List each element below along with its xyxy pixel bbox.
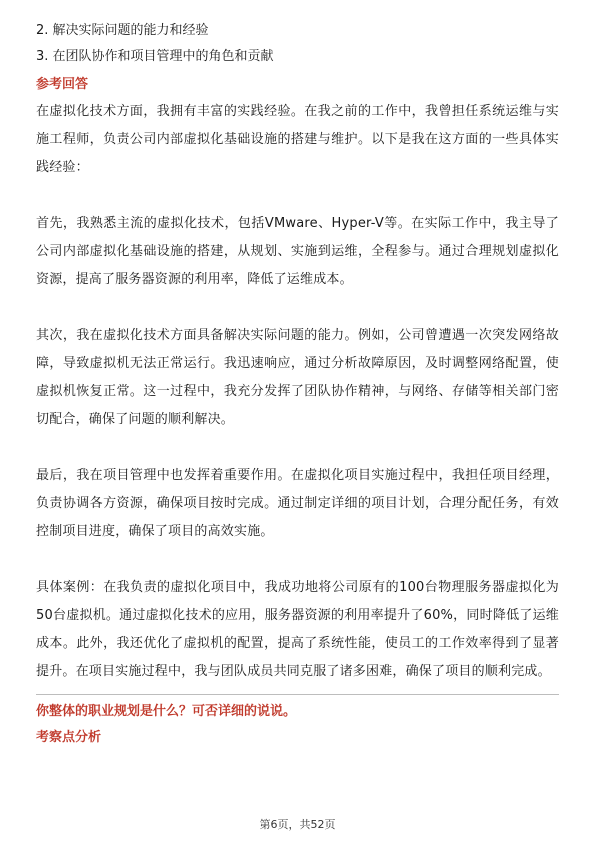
analysis-heading: 考察点分析 bbox=[36, 730, 102, 745]
paragraph-last: 最后，我在项目管理中也发挥着重要作用。在虚拟化项目实施过程中，我担任项目经理，负责协调各方资源，确保项目按时完成。通过制定详细的项目计划，合理分配任务，有效控制项目进度，确保了项目的高效实施。 bbox=[36, 468, 559, 539]
section-divider bbox=[36, 694, 559, 695]
paragraph-first: 首先，我熟悉主流的虚拟化技术，包括VMware、Hyper-V等。在实际工作中，我主导了公司内部虚拟化基础设施的搭建，从规划、实施到运维，全程参与。通过合理规划虚拟化资源，提高了服务器资源的利用率，降低了运维成本。 bbox=[36, 216, 559, 287]
list-item-problem-solving: 2. 解决实际问题的能力和经验 bbox=[36, 23, 209, 38]
paragraph-case-study: 具体案例：在我负责的虚拟化项目中，我成功地将公司原有的100台物理服务器虚拟化为50台虚拟机。通过虚拟化技术的应用，服务器资源的利用率提升了60%，同时降低了运维成本。此外，我还优化了虚拟机的配置，提高了系统性能，使员工的工作效率得到了显著提升。在项目实施过程中，我与团队成员共同克服了诸多困难，确保了项目的顺利完成。 bbox=[36, 580, 559, 679]
paragraph-second: 其次，我在虚拟化技术方面具备解决实际问题的能力。例如，公司曾遭遇一次突发网络故障，导致虚拟机无法正常运行。我迅速响应，通过分析故障原因，及时调整网络配置，使虚拟机恢复正常。这一过程中，我充分发挥了团队协作精神，与网络、存储等相关部门密切配合，确保了问题的顺利解决。 bbox=[36, 328, 559, 427]
paragraph-spacer bbox=[36, 546, 559, 574]
paragraph-spacer bbox=[36, 434, 559, 462]
list-item-team-role: 3. 在团队协作和项目管理中的角色和贡献 bbox=[36, 49, 274, 64]
paragraph-spacer bbox=[36, 294, 559, 322]
answer-heading: 参考回答 bbox=[36, 77, 89, 92]
paragraph-spacer bbox=[36, 182, 559, 210]
paragraph-intro: 在虚拟化技术方面，我拥有丰富的实践经验。在我之前的工作中，我曾担任系统运维与实施工程师，负责公司内部虚拟化基础设施的搭建与维护。以下是我在这方面的一些具体实践经验： bbox=[36, 104, 559, 175]
next-question: 你整体的职业规划是什么？可否详细的说说。 bbox=[36, 704, 297, 719]
page-footer: 第6页，共52页 bbox=[259, 818, 336, 831]
document-page bbox=[36, 22, 559, 751]
